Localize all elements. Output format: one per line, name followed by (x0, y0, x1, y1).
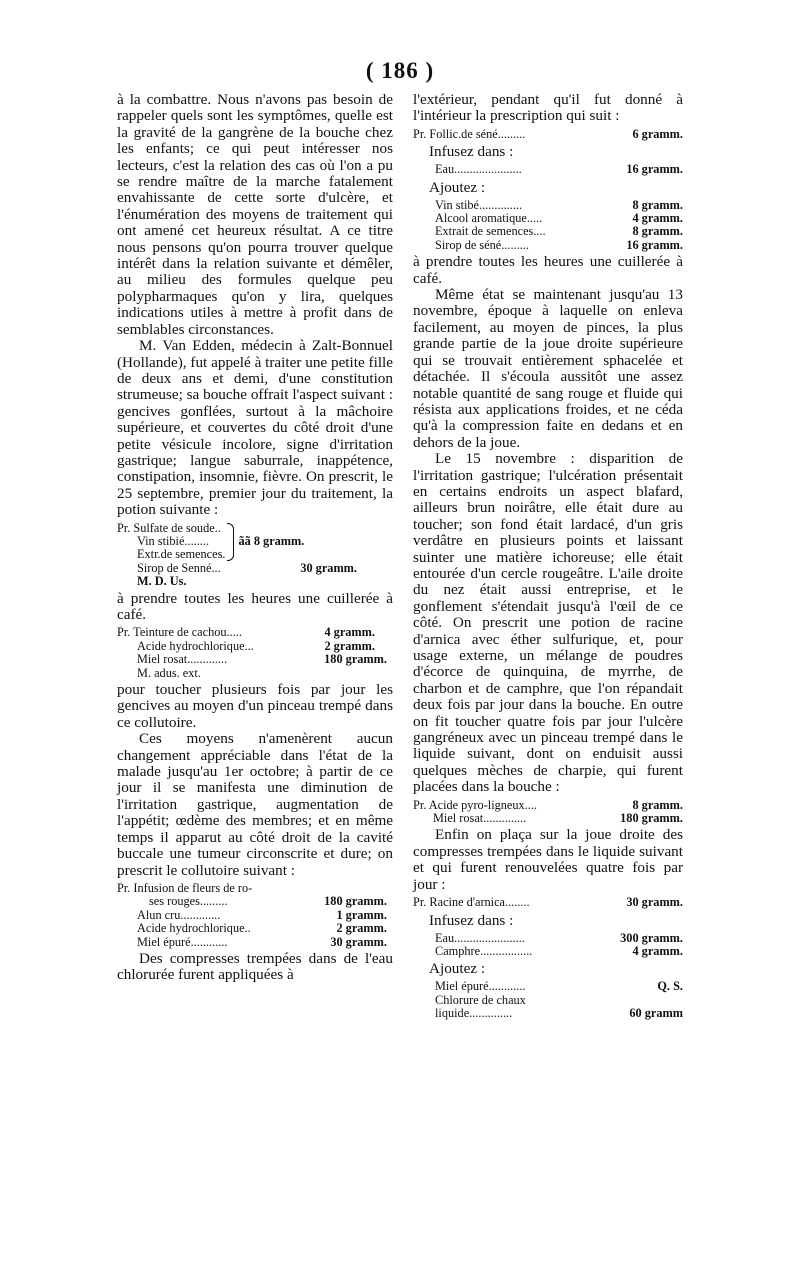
paragraph: à prendre toutes les heures une cuillerée à café. (413, 253, 683, 287)
rx-ingredient: Eau....................... (435, 930, 525, 945)
rx-dose: 8 gramm. (632, 224, 683, 239)
paragraph: Le 15 novembre : disparition de l'irritation gastrique; l'ulcération présentait en certains endroits un aspect blafard, ailleurs brun noirâtre, elle était dure au toucher; son fond était lardacé, d'un gris verdâtre en plusieurs points et laissant suinter une matière ichoreuse; elle était entourée d'un cercle rougeâtre. L'aile droite du nez était aussi entreprise, et le gonflement s'étendait jusqu'à l'œil de ce côté. On prescrit une potion de racine d'arnica avec éther sulfurique, et, pour usage externe, un mélange de poudres d'écorce de quinquina, de myrrhe, de charbon et de camphre, que l'on répandait deux fois par jour dans la bouche. En outre on fit toucher quatre fois par jour l'ulcère gangréneux avec un pinceau trempé dans le liquide suivant, dont on enduisit aussi quelques mèches de charpie, qui furent placées dans la bouche : (413, 450, 683, 796)
prescription-collutoire-1 (117, 626, 393, 680)
rx-dose: 180 gramm. (324, 652, 387, 667)
rx-ingredient: Alcool aromatique..... (435, 211, 543, 226)
rx-ingredient: Chlorure de chaux liquide.............. (435, 992, 526, 1021)
rx-dose: 30 gramm. (330, 934, 387, 949)
rx-ingredient: Pr. Follic.de séné......... (413, 126, 526, 141)
prescription-collutoire-2 (117, 882, 393, 949)
prescription-liquide (413, 799, 683, 826)
left-column (117, 92, 393, 984)
rx-dose: 30 gramm. (626, 895, 683, 910)
rx-dose: 2 gramm. (336, 921, 387, 936)
prescription-interieur (413, 128, 683, 141)
prescription-compresses-suite (413, 980, 683, 1020)
page-number: ( 186 ) (365, 58, 435, 83)
rx-instruction: M. D. Us. (137, 574, 187, 589)
rx-dose: 16 gramm. (626, 237, 683, 252)
rx-dose: 8 gramm. (632, 797, 683, 812)
prescription-compresses (413, 896, 683, 909)
rx-dose: 60 gramm (629, 1006, 683, 1021)
rx-dose: 30 gramm. (300, 560, 357, 575)
rx-ingredient: ses rouges......... (149, 894, 228, 909)
rx-ingredient: Pr. Teinture de cachou..... (117, 625, 242, 640)
rx-dose: 4 gramm. (632, 211, 683, 226)
rx-ingredient: Vin stibié........ (137, 533, 210, 548)
paragraph: Enfin on plaça sur la joue droite des compresses trempées dans le liquide suivant et qui furent renouvelées quatre fois par jour : (413, 826, 683, 893)
rx-dose: 16 gramm. (626, 162, 683, 177)
prep-instruction: Ajoutez : (429, 960, 486, 978)
paragraph: à prendre toutes les heures une cuillerée à café. (117, 589, 393, 623)
rx-ingredient: Alun cru............. (137, 907, 221, 922)
rx-dose: 300 gramm. (620, 930, 683, 945)
prep-instruction: Infusez dans : (429, 911, 514, 929)
rx-ingredient: Pr. Infusion de fleurs de ro- (117, 880, 253, 895)
rx-ingredient: Pr. Sulfate de soude.. (117, 520, 221, 535)
rx-ingredient: Acide hydrochlorique.. (137, 921, 251, 936)
rx-ingredient: Pr. Acide pyro-ligneux.... (413, 797, 537, 812)
prescription-interieur-suite (413, 199, 683, 253)
right-column (413, 92, 683, 1023)
rx-dose: 180 gramm. (324, 894, 387, 909)
rx-dose: 4 gramm. (324, 625, 375, 640)
rx-instruction: M. adus. ext. (137, 665, 201, 680)
rx-ingredient: Camphre................. (435, 943, 533, 958)
rx-dose: 6 gramm. (632, 126, 683, 141)
rx-ingredient: Pr. Racine d'arnica........ (413, 895, 530, 910)
paragraph: l'extérieur, pendant qu'il fut donné à l'intérieur la prescription qui suit : (413, 91, 683, 125)
prescription-compresses-eau (413, 932, 683, 959)
rx-ingredient: Extr.de semences. (137, 547, 226, 562)
rx-ingredient: Miel épuré............ (137, 934, 228, 949)
rx-ingredient: Miel rosat............. (137, 652, 228, 667)
rx-ingredient: Sirop de Senné... (137, 560, 221, 575)
prep-instruction: Ajoutez : (429, 178, 486, 196)
rx-ingredient: Vin stibé.............. (435, 197, 523, 212)
brace-mark (227, 523, 234, 561)
rx-ingredient: Miel épuré............ (435, 979, 526, 994)
rx-dose: Q. S. (657, 979, 683, 994)
rx-ingredient: Miel rosat.............. (433, 811, 527, 826)
rx-ingredient: Eau...................... (435, 162, 522, 177)
paragraph: à la combattre. Nous n'avons pas besoin de rappeler quels sont les symptômes, quelle est la gravité de la gangrène de la bouche chez les enfants; ce qui peut intéresser nos lecteurs, c'est la relation des cas où l'on a pu se rendre maître de la marche fatalement envahissante de cette sorte d'ulcère, et l'énumération des moyens de traitement qui ont amené cet heureux résultat. A ce titre nous pensons qu'on pourra trouver quelque intérêt dans la relation suivante et démêler, au milieu des formules quelque peu polypharmaques qu'on y lira, quelques indications utiles à mettre à profit dans de semblables circonstances. (117, 91, 393, 338)
paragraph: pour toucher plusieurs fois par jour les gencives au moyen d'un pinceau trempé dans ce collutoire. (117, 681, 393, 731)
rx-dose: 8 gramm. (632, 197, 683, 212)
paragraph: Ces moyens n'amenèrent aucun changement appréciable dans l'état de la malade jusqu'au 1er octobre; à partir de ce jour il se manifesta une diminution de l'irritation gastrique, augmentation de l'appétit; œdème des membres; et en même temps il apparut au côté droit de la cavité buccale une tumeur circonscrite et dure; on prescrit le collutoire suivant : (117, 730, 393, 879)
paragraph: Des compresses trempées dans de l'eau chlorurée furent appliquées à (117, 949, 393, 984)
prescription-potion (117, 522, 393, 589)
rx-dose: 2 gramm. (324, 638, 375, 653)
paragraph: M. Van Edden, médecin à Zalt-Bonnuel (Hollande), fut appelé à traiter une petite fille de deux ans et demi, d'une constitution strumeuse; sa bouche offrait l'aspect suivant : gencives gonflées, surtout à la mâchoire supérieure, et couvertes du côté droit d'une petite vésicule incolore, signe d'irritation gastrique; langue saburrale, inappétence, constipation, insomnie, fièvre. On prescrit, le 25 septembre, premier jour du traitement, la potion suivante : (117, 337, 393, 519)
paragraph: Même état se maintenant jusqu'au 13 novembre, époque à laquelle on enleva facilement, au moyen de pinces, la plus grande partie de la joue droite supérieure qui se trouvait entièrement sphacelée et détachée. Il s'écoula aussitôt une assez notable quantité de sang rouge et fluide qui résista aux applications froides, et ne céda qu'à la compression faite en dedans et en dehors de la joue. (413, 286, 683, 451)
rx-ingredient: Extrait de semences.... (435, 224, 546, 239)
rx-dose: 1 gramm. (336, 907, 387, 922)
rx-dose: ãã 8 gramm. (238, 533, 305, 548)
prep-instruction: Infusez dans : (429, 143, 514, 161)
prescription-interieur-eau (413, 163, 683, 176)
rx-ingredient: Sirop de séné......... (435, 237, 529, 252)
rx-dose: 4 gramm. (632, 943, 683, 958)
rx-dose: 180 gramm. (620, 811, 683, 826)
rx-ingredient: Acide hydrochlorique... (137, 638, 254, 653)
